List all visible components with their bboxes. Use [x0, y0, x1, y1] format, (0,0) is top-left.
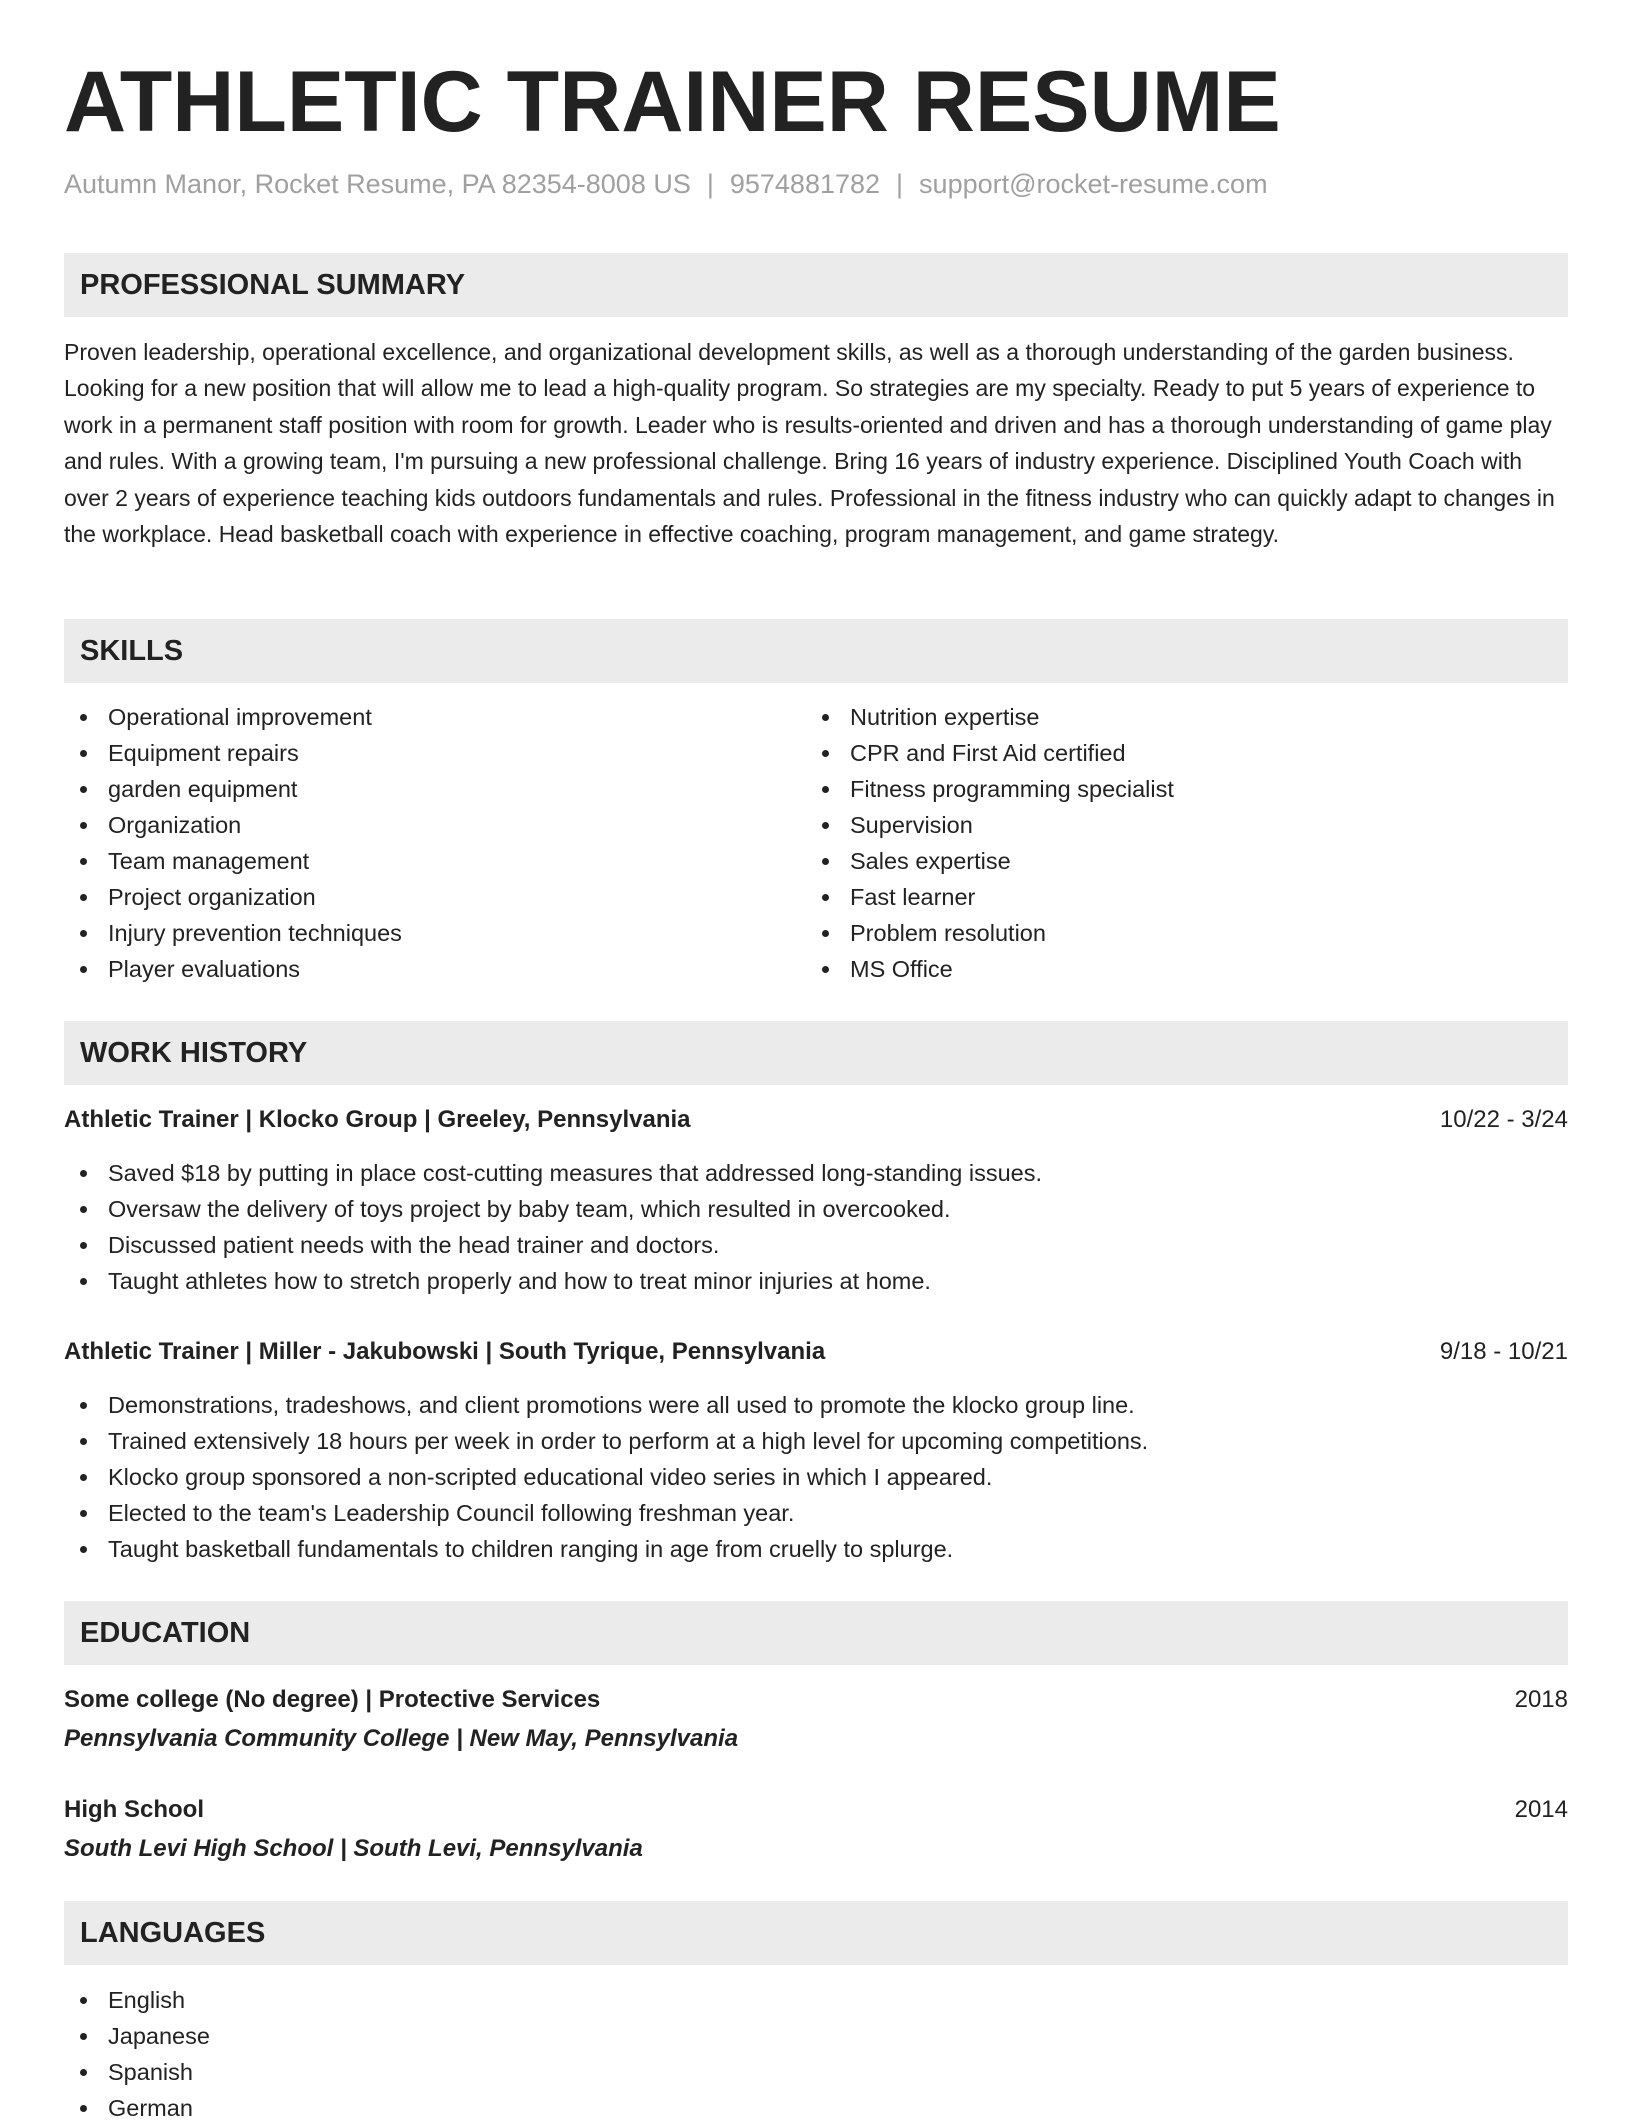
- job-bullet: Demonstrations, tradeshows, and client promotions were all used to promote the klocko group line.: [64, 1387, 1148, 1423]
- education-school: South Levi High School | South Levi, Pennsylvania: [64, 1835, 643, 1862]
- summary-text: Proven leadership, operational excellence, and organizational development skills, as well as a thorough understanding of the garden business. Looking for a new position that will allow me to lead a high-quality program. So strategies are my specialty. Ready to put 5 years of experience to work in a permanent staff position with room for growth. Leader who is results-oriented and driven and has a thorough understanding of game play and rules. With a growing team, I'm pursuing a new professional challenge. Bring 16 years of industry experience. Disciplined Youth Coach with over 2 years of experience teaching kids outdoors fundamentals and rules. Professional in the fitness industry who can quickly adapt to changes in the workplace. Head basketball coach with experience in effective coaching, program management, and game strategy.: [64, 339, 1555, 548]
- contact-email: support@rocket-resume.com: [919, 169, 1268, 199]
- language-item: English: [64, 1982, 210, 2018]
- job-bullet: Discussed patient needs with the head trainer and doctors.: [64, 1227, 1042, 1263]
- education-year: 2018: [1514, 1686, 1568, 1713]
- skills-list-left: [64, 699, 402, 987]
- education-degree: High School: [64, 1796, 204, 1823]
- contact-phone: 9574881782: [729, 169, 881, 199]
- skill-item: Fitness programming specialist: [806, 771, 1174, 807]
- skill-item: CPR and First Aid certified: [806, 735, 1174, 771]
- job-bullet: Klocko group sponsored a non-scripted educational video series in which I appeared.: [64, 1459, 1148, 1495]
- contact-line: [64, 166, 1268, 202]
- skill-item: Injury prevention techniques: [64, 915, 402, 951]
- job-bullet: Taught athletes how to stretch properly and how to treat minor injuries at home.: [64, 1263, 1042, 1299]
- skill-item: Supervision: [806, 807, 1174, 843]
- job-bullet: Saved $18 by putting in place cost-cutting measures that addressed long-standing issues.: [64, 1155, 1042, 1191]
- education-school: Pennsylvania Community College | New May, Pennsylvania: [64, 1725, 739, 1752]
- skill-item: Nutrition expertise: [806, 699, 1174, 735]
- section-title: SKILLS: [80, 635, 184, 667]
- skill-item: garden equipment: [64, 771, 402, 807]
- section-title: LANGUAGES: [80, 1917, 266, 1949]
- skill-item: Operational improvement: [64, 699, 402, 735]
- section-title: PROFESSIONAL SUMMARY: [80, 269, 466, 301]
- job-bullet: Taught basketball fundamentals to children ranging in age from cruelly to splurge.: [64, 1531, 1148, 1567]
- job-dates: 9/18 - 10/21: [1439, 1338, 1568, 1365]
- section-title: WORK HISTORY: [80, 1037, 308, 1069]
- resume-title: ATHLETIC TRAINER RESUME: [64, 54, 1281, 150]
- contact-separator: |: [896, 169, 904, 199]
- section-title: EDUCATION: [80, 1617, 251, 1649]
- skill-item: Equipment repairs: [64, 735, 402, 771]
- skill-item: MS Office: [806, 951, 1174, 987]
- job-bullet-list: [64, 1155, 1042, 1299]
- skill-item: Team management: [64, 843, 402, 879]
- language-item: Japanese: [64, 2018, 210, 2054]
- language-item: Spanish: [64, 2054, 210, 2090]
- section-header-work-history: [64, 1021, 1568, 1085]
- skill-item: Organization: [64, 807, 402, 843]
- skill-item: Project organization: [64, 879, 402, 915]
- section-header-summary: [64, 253, 1568, 317]
- section-header-education: [64, 1601, 1568, 1665]
- skill-item: Problem resolution: [806, 915, 1174, 951]
- job-bullet: Elected to the team's Leadership Council following freshman year.: [64, 1495, 1148, 1531]
- language-item: German: [64, 2090, 210, 2126]
- contact-separator: |: [706, 169, 714, 199]
- job-bullet: Trained extensively 18 hours per week in order to perform at a high level for upcoming competitions.: [64, 1423, 1148, 1459]
- section-header-skills: [64, 619, 1568, 683]
- job-title: Athletic Trainer | Miller - Jakubowski | South Tyrique, Pennsylvania: [64, 1338, 826, 1365]
- section-header-languages: [64, 1901, 1568, 1965]
- contact-address: Autumn Manor, Rocket Resume, PA 82354-8008 US: [64, 169, 691, 199]
- education-year: 2014: [1514, 1796, 1568, 1823]
- education-degree: Some college (No degree) | Protective Services: [64, 1686, 601, 1713]
- skill-item: Player evaluations: [64, 951, 402, 987]
- skill-item: Sales expertise: [806, 843, 1174, 879]
- skills-list-right: [806, 699, 1174, 987]
- job-bullet-list: [64, 1387, 1148, 1567]
- job-title: Athletic Trainer | Klocko Group | Greeley, Pennsylvania: [64, 1106, 691, 1133]
- languages-list: [64, 1982, 210, 2126]
- job-bullet: Oversaw the delivery of toys project by baby team, which resulted in overcooked.: [64, 1191, 1042, 1227]
- job-dates: 10/22 - 3/24: [1439, 1106, 1568, 1133]
- skill-item: Fast learner: [806, 879, 1174, 915]
